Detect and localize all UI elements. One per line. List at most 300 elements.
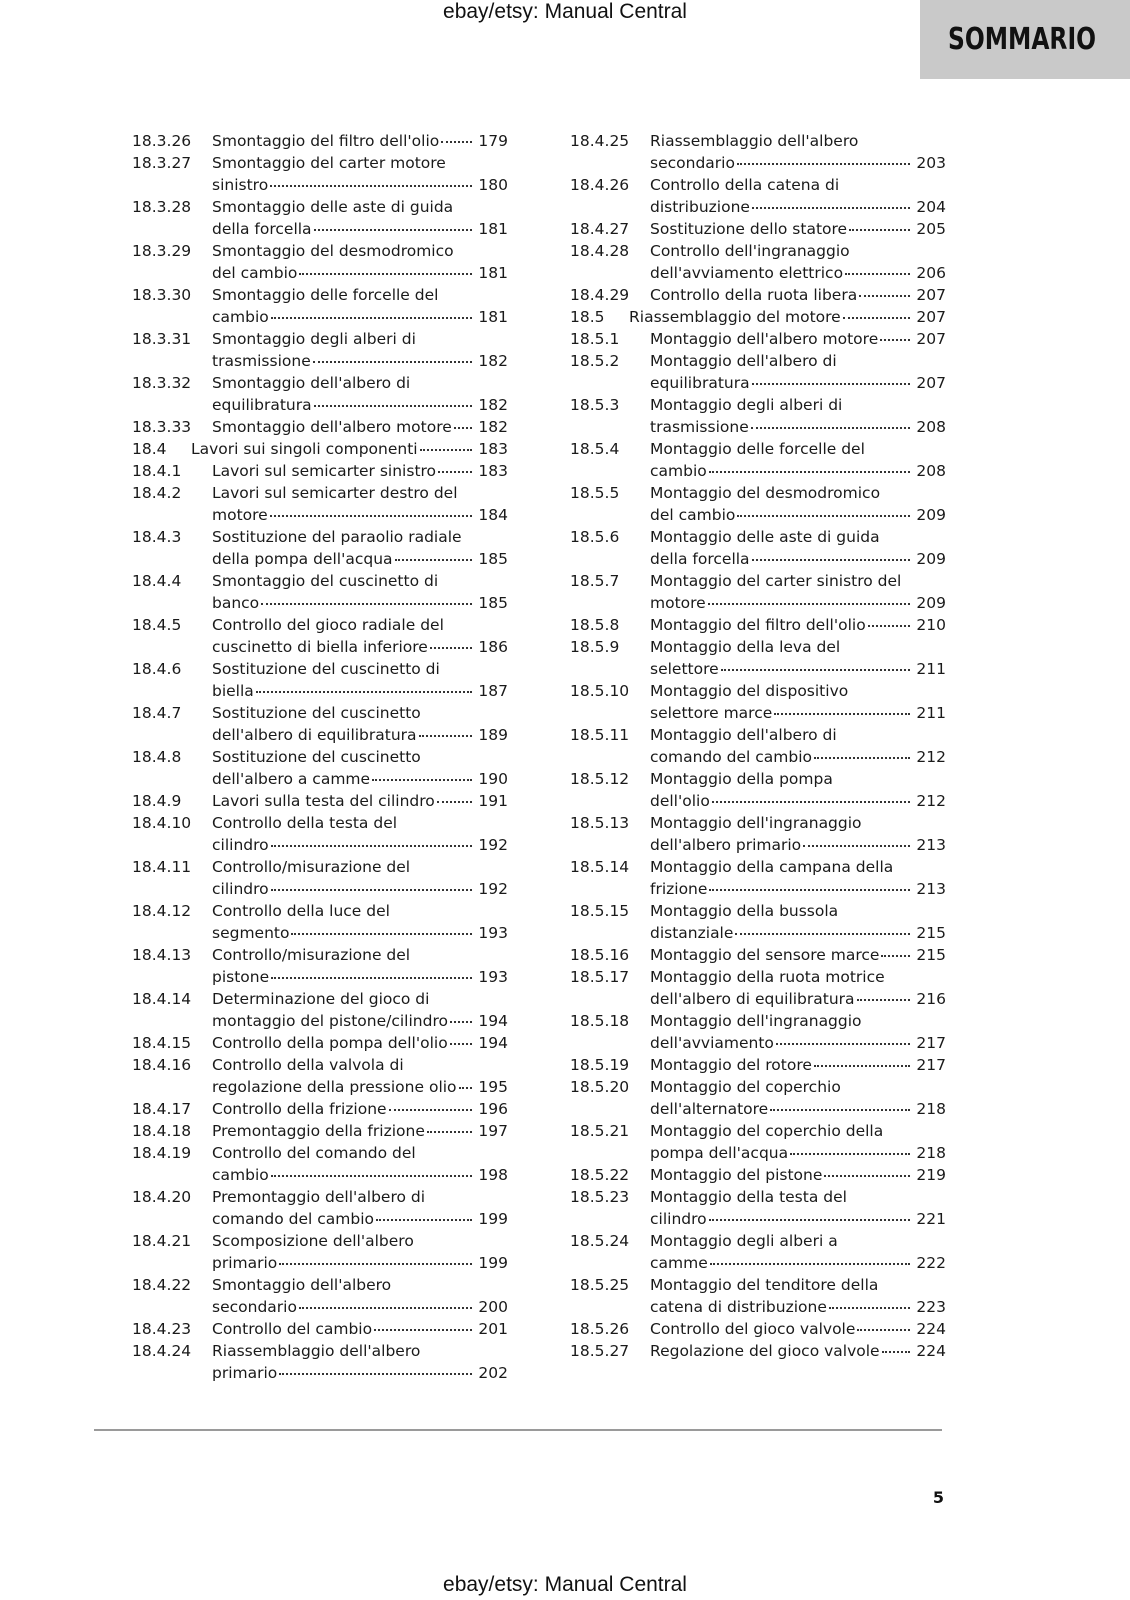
toc-entry-number: 18.5.2 [570,352,620,370]
toc-entry-title-line: dell'albero a camme [212,770,371,788]
dot-leader [709,1219,910,1221]
toc-entry[interactable] [570,1186,946,1230]
dot-leader [814,757,910,759]
toc-entry-title-line: Montaggio degli alberi a [650,1232,838,1250]
toc-entry-number: 18.5.8 [570,616,620,634]
toc-entry-title-line: dell'avviamento elettrico [650,264,844,282]
toc-entry-last-line [212,1318,508,1340]
toc-entry-last-line [650,746,946,768]
toc-entry-number: 18.5.17 [570,968,630,986]
toc-entry-title-line: dell'olio [650,792,710,810]
toc-entry-last-line [650,878,946,900]
toc-entry-page: 213 [916,836,946,854]
dot-leader [845,273,910,275]
toc-entry-number: 18.5 [570,308,605,326]
dot-leader [709,889,910,891]
toc-entry-body [629,306,946,328]
toc-entry-last-line [650,1054,946,1076]
dot-leader [752,207,910,209]
toc-entry-body [191,438,508,460]
toc-entry[interactable] [132,1318,508,1340]
toc-entry[interactable] [570,614,946,636]
toc-entry-title-line: Montaggio dell'albero di [650,352,837,370]
toc-entry[interactable] [132,526,508,570]
toc-entry-last-line [212,592,508,614]
toc-entry-page: 182 [478,418,508,436]
toc-entry[interactable] [570,900,946,944]
toc-entry-title-line: Riassemblaggio dell'albero [650,132,859,150]
toc-entry-title-line: cilindro [650,1210,707,1228]
dot-leader [770,1109,910,1111]
toc-entry-title-line: selettore [650,660,719,678]
toc-entry-title-line: regolazione della pressione olio [212,1078,457,1096]
toc-entry-title-line: Montaggio della campana della [650,858,894,876]
toc-entry-last-line [212,636,508,658]
toc-entry-title-line: cuscinetto di biella inferiore [212,638,428,656]
toc-entry-title-line: motore [650,594,706,612]
toc-entry-page: 194 [478,1034,508,1052]
toc-entry[interactable] [570,394,946,438]
toc-entry-body [212,1120,508,1142]
toc-entry-page: 199 [478,1254,508,1272]
toc-entry-page: 222 [916,1254,946,1272]
toc-entry-title-line: montaggio del pistone/cilindro [212,1012,448,1030]
toc-entry-title-line: trasmissione [212,352,311,370]
toc-entry-number: 18.5.14 [570,858,630,876]
toc-entry-title-line: trasmissione [650,418,749,436]
toc-entry[interactable] [570,812,946,856]
toc-entry-last-line [650,284,946,306]
dot-leader [710,1263,910,1265]
toc-entry-title-line: Montaggio dell'ingranaggio [650,814,862,832]
toc-entry[interactable] [132,900,508,944]
toc-entry-number: 18.5.4 [570,440,620,458]
toc-entry-page: 209 [916,506,946,524]
toc-entry-last-line [650,328,946,350]
toc-entry-title-line: Controllo del gioco radiale del [212,616,444,634]
toc-entry[interactable] [570,1230,946,1274]
toc-entry[interactable] [570,350,946,394]
toc-entry-last-line [212,1164,508,1186]
toc-entry-body [212,196,508,240]
toc-entry-body [212,658,508,702]
watermark-bottom: ebay/etsy: Manual Central [443,1573,687,1596]
toc-entry-title-line: secondario [650,154,735,172]
toc-entry[interactable] [570,240,946,284]
toc-entry-body [650,966,946,1010]
toc-entry-title-line: selettore marce [650,704,773,722]
toc-entry-last-line [650,460,946,482]
toc-entry-number: 18.4.16 [132,1056,192,1074]
toc-entry-last-line [650,152,946,174]
toc-entry-number: 18.5.3 [570,396,620,414]
toc-entry[interactable] [132,790,508,812]
toc-entry-title-line: Determinazione del gioco di [212,990,430,1008]
toc-entry-last-line [650,1208,946,1230]
toc-entry-page: 217 [916,1034,946,1052]
toc-entry-last-line [629,306,946,328]
toc-entry-page: 186 [478,638,508,656]
dot-leader [437,801,472,803]
toc-entry-title-line: distanziale [650,924,734,942]
toc-entry-number: 18.3.30 [132,286,192,304]
toc-entry-page: 224 [916,1320,946,1338]
toc-entry-last-line [650,416,946,438]
toc-entry[interactable] [132,284,508,328]
toc-entry-title-line: Smontaggio delle forcelle del [212,286,439,304]
toc-entry[interactable] [132,1120,508,1142]
toc-entry-body [212,1186,508,1230]
toc-entry[interactable] [570,1120,946,1164]
toc-entry[interactable] [132,812,508,856]
toc-entry-last-line [212,1208,508,1230]
toc-entry[interactable] [570,966,946,1010]
toc-entry[interactable] [570,306,946,328]
toc-entry-body [212,130,508,152]
toc-entry-last-line [650,658,946,680]
toc-entry[interactable] [570,1318,946,1340]
toc-entry-page: 201 [478,1320,508,1338]
dot-leader [843,317,910,319]
toc-entry-title-line: Sostituzione dello statore [650,220,848,238]
dot-leader [737,163,910,165]
toc-entry[interactable] [132,1098,508,1120]
toc-entry-title-line: Montaggio dell'ingranaggio [650,1012,862,1030]
toc-entry-last-line [212,1032,508,1054]
toc-entry-body [650,856,946,900]
toc-entry-title-line: Controllo/misurazione del [212,858,411,876]
toc-entry-title-line: motore [212,506,268,524]
toc-entry-last-line [212,218,508,240]
toc-entry[interactable] [570,1274,946,1318]
toc-entry[interactable] [570,482,946,526]
toc-entry-last-line [212,1010,508,1032]
dot-leader [857,1329,910,1331]
toc-entry-number: 18.4.2 [132,484,182,502]
toc-entry-title-line: Controllo dell'ingranaggio [650,242,850,260]
toc-entry-number: 18.5.20 [570,1078,630,1096]
toc-entry-body [212,746,508,790]
toc-entry-title-line: Montaggio del filtro dell'olio [650,616,866,634]
toc-entry-title-line: Montaggio della testa del [650,1188,847,1206]
toc-entry-last-line [650,702,946,724]
toc-entry-number: 18.3.29 [132,242,192,260]
toc-entry-title-line: distribuzione [650,198,750,216]
toc-entry-number: 18.4 [132,440,167,458]
toc-entry-number: 18.5.22 [570,1166,630,1184]
toc-entry-body [650,350,946,394]
toc-entry-title-line: Lavori sul semicarter sinistro [212,462,437,480]
toc-entry-page: 208 [916,462,946,480]
dot-leader [420,449,472,451]
toc-entry-title-line: Sostituzione del cuscinetto di [212,660,440,678]
toc-entry[interactable] [132,1230,508,1274]
dot-leader [395,559,472,561]
toc-entry[interactable] [570,636,946,680]
toc-entry-title-line: Montaggio del desmodromico [650,484,881,502]
toc-entry-last-line [650,922,946,944]
toc-entry[interactable] [132,328,508,372]
toc-entry-page: 212 [916,792,946,810]
dot-leader [859,295,910,297]
toc-entry-body [650,438,946,482]
toc-entry[interactable] [570,1340,946,1362]
toc-entry-title-line: dell'albero primario [650,836,802,854]
toc-entry[interactable] [132,438,508,460]
toc-entry-title-line: primario [212,1254,278,1272]
toc-entry-body [650,1120,946,1164]
toc-entry-page: 185 [478,594,508,612]
toc-entry[interactable] [132,1274,508,1318]
toc-entry[interactable] [132,460,508,482]
toc-entry-page: 207 [916,308,946,326]
toc-entry[interactable] [570,1164,946,1186]
toc-entry[interactable] [570,438,946,482]
toc-entry-title-line: primario [212,1364,278,1382]
toc-entry-last-line [212,790,508,812]
toc-entry-title-line: Riassemblaggio dell'albero [212,1342,421,1360]
toc-entry[interactable] [570,570,946,614]
toc-entry-title-line: secondario [212,1298,297,1316]
toc-entry-last-line [650,1340,946,1362]
toc-entry-body [650,1230,946,1274]
toc-entry-number: 18.3.33 [132,418,192,436]
toc-entry-body [650,680,946,724]
toc-entry-title-line: Controllo del comando del [212,1144,416,1162]
toc-entry[interactable] [570,1076,946,1120]
toc-entry-title-line: Smontaggio del desmodromico [212,242,454,260]
toc-entry-title-line: Controllo del cambio [212,1320,373,1338]
toc-entry-title-line: pompa dell'acqua [650,1144,789,1162]
toc-entry-page: 183 [478,440,508,458]
toc-entry-last-line [650,218,946,240]
toc-column-left [132,130,508,1384]
toc-entry[interactable] [570,130,946,174]
toc-entry-body [212,1230,508,1274]
toc-entry-page: 180 [478,176,508,194]
dot-leader [752,383,910,385]
toc-entry-number: 18.4.17 [132,1100,192,1118]
toc-entry-number: 18.4.11 [132,858,192,876]
toc-entry-number: 18.5.26 [570,1320,630,1338]
toc-entry-title-line: del cambio [212,264,298,282]
toc-entry-title-line: Controllo/misurazione del [212,946,411,964]
toc-entry-title-line: Smontaggio delle aste di guida [212,198,454,216]
toc-entry[interactable] [132,372,508,416]
toc-entry[interactable] [132,416,508,438]
toc-entry[interactable] [132,1032,508,1054]
toc-entry-body [650,174,946,218]
toc-entry[interactable] [570,218,946,240]
toc-entry-number: 18.4.21 [132,1232,192,1250]
dot-leader [857,999,910,1001]
toc-entry-title-line: Controllo della pompa dell'olio [212,1034,448,1052]
toc-entry[interactable] [132,570,508,614]
toc-entry-number: 18.5.18 [570,1012,630,1030]
watermark-top: ebay/etsy: Manual Central [443,0,687,23]
toc-entry[interactable] [132,1186,508,1230]
toc-entry[interactable] [570,526,946,570]
toc-entry-body [212,416,508,438]
toc-entry-number: 18.4.6 [132,660,182,678]
toc-entry[interactable] [132,856,508,900]
toc-entry-title-line: Smontaggio dell'albero di [212,374,411,392]
toc-entry-last-line [650,1296,946,1318]
toc-entry-title-line: Controllo della luce del [212,902,390,920]
toc-entry-last-line [650,262,946,284]
toc-entry-number: 18.4.19 [132,1144,192,1162]
toc-entry-last-line [650,1032,946,1054]
toc-entry-body [650,1010,946,1054]
toc-entry[interactable] [570,768,946,812]
toc-entry-title-line: Montaggio del coperchio della [650,1122,884,1140]
toc-entry[interactable] [570,680,946,724]
toc-entry-number: 18.4.23 [132,1320,192,1338]
toc-entry-body [650,482,946,526]
toc-entry-body [650,1186,946,1230]
dot-leader [374,1329,472,1331]
toc-entry-title-line: dell'albero di equilibratura [650,990,855,1008]
toc-entry-title-line: Smontaggio del filtro dell'olio [212,132,440,150]
toc-entry-number: 18.4.1 [132,462,182,480]
toc-entry-title-line: Riassemblaggio del motore [629,308,841,326]
toc-entry[interactable] [132,702,508,746]
toc-entry[interactable] [132,1142,508,1186]
toc-entry[interactable] [570,724,946,768]
toc-entry[interactable] [132,240,508,284]
toc-entry[interactable] [132,1054,508,1098]
toc-entry-title-line: cilindro [212,836,269,854]
toc-entry[interactable] [132,988,508,1032]
toc-entry-page: 221 [916,1210,946,1228]
toc-entry[interactable] [570,174,946,218]
toc-entry-page: 209 [916,550,946,568]
toc-entry-last-line [212,1296,508,1318]
toc-entry-page: 211 [916,704,946,722]
toc-entry-title-line: Controllo della testa del [212,814,398,832]
toc-entry-page: 195 [478,1078,508,1096]
toc-entry-title-line: della pompa dell'acqua [212,550,393,568]
toc-entry-body [650,284,946,306]
dot-leader [790,1153,910,1155]
toc-entry-last-line [191,438,508,460]
toc-entry-page: 204 [916,198,946,216]
toc-entry-last-line [650,1098,946,1120]
toc-entry-page: 185 [478,550,508,568]
toc-entry[interactable] [132,152,508,196]
toc-entry-last-line [650,790,946,812]
toc-entry-page: 202 [478,1364,508,1382]
toc-entry[interactable] [132,1340,508,1384]
toc-entry[interactable] [570,1054,946,1076]
section-title: SOMMARIO [948,22,1097,57]
toc-entry-body [212,460,508,482]
toc-entry-body [650,812,946,856]
toc-entry-title-line: Montaggio della pompa [650,770,833,788]
toc-entry-number: 18.3.26 [132,132,192,150]
toc-entry-page: 187 [478,682,508,700]
dot-leader [271,889,472,891]
dot-leader [712,801,910,803]
dot-leader [256,691,472,693]
toc-entry-body [650,1318,946,1340]
dot-leader [270,185,472,187]
toc-entry-body [212,482,508,526]
toc-entry-number: 18.4.20 [132,1188,192,1206]
toc-entry-title-line: Controllo del gioco valvole [650,1320,856,1338]
toc-entry[interactable] [132,482,508,526]
toc-entry-title-line: Controllo della ruota libera [650,286,858,304]
toc-entry-page: 210 [916,616,946,634]
toc-entry[interactable] [132,746,508,790]
toc-entry-body [212,702,508,746]
toc-entry[interactable] [132,944,508,988]
toc-entry-body [212,328,508,372]
toc-entry-last-line [212,174,508,196]
toc-entry-number: 18.4.26 [570,176,630,194]
toc-entry-title-line: cambio [650,462,707,480]
toc-entry[interactable] [570,284,946,306]
toc-entry-number: 18.5.12 [570,770,630,788]
toc-entry-last-line [212,1120,508,1142]
toc-entry-body [650,614,946,636]
toc-entry-title-line: Lavori sui singoli componenti [191,440,418,458]
dot-leader [441,141,472,143]
dot-leader [261,603,472,605]
toc-entry-last-line [212,680,508,702]
toc-entry-number: 18.5.16 [570,946,630,964]
dot-leader [376,1219,472,1221]
toc-entry-last-line [212,460,508,482]
toc-entry-last-line [650,196,946,218]
toc-entry-number: 18.5.13 [570,814,630,832]
toc-entry-page: 209 [916,594,946,612]
toc-entry-title-line: catena di distribuzione [650,1298,827,1316]
toc-entry-page: 193 [478,924,508,942]
toc-entry[interactable] [132,614,508,658]
dot-leader [430,647,472,649]
toc-entry-body [212,790,508,812]
toc-entry-last-line [650,944,946,966]
toc-entry-last-line [212,1252,508,1274]
toc-entry-title-line: Smontaggio dell'albero [212,1276,392,1294]
toc-entry[interactable] [570,856,946,900]
toc-entry[interactable] [132,658,508,702]
toc-entry-page: 194 [478,1012,508,1030]
toc-entry-number: 18.5.7 [570,572,620,590]
toc-entry-last-line [650,372,946,394]
toc-entry[interactable] [132,130,508,152]
toc-entry-page: 183 [478,462,508,480]
toc-entry-body [650,570,946,614]
dot-leader [313,361,472,363]
toc-entry-body [650,768,946,812]
toc-entry[interactable] [570,1010,946,1054]
toc-entry-body [212,1032,508,1054]
toc-entry-number: 18.4.15 [132,1034,192,1052]
toc-entry-body [212,526,508,570]
toc-entry[interactable] [132,196,508,240]
dot-leader [438,471,472,473]
toc-entry-page: 224 [916,1342,946,1360]
dot-leader [752,559,910,561]
toc-entry-title-line: Smontaggio degli alberi di [212,330,416,348]
toc-entry[interactable] [570,944,946,966]
toc-entry-title-line: Montaggio degli alberi di [650,396,843,414]
toc-entry-page: 189 [478,726,508,744]
toc-entry-title-line: Montaggio dell'albero motore [650,330,879,348]
toc-entry[interactable] [570,328,946,350]
